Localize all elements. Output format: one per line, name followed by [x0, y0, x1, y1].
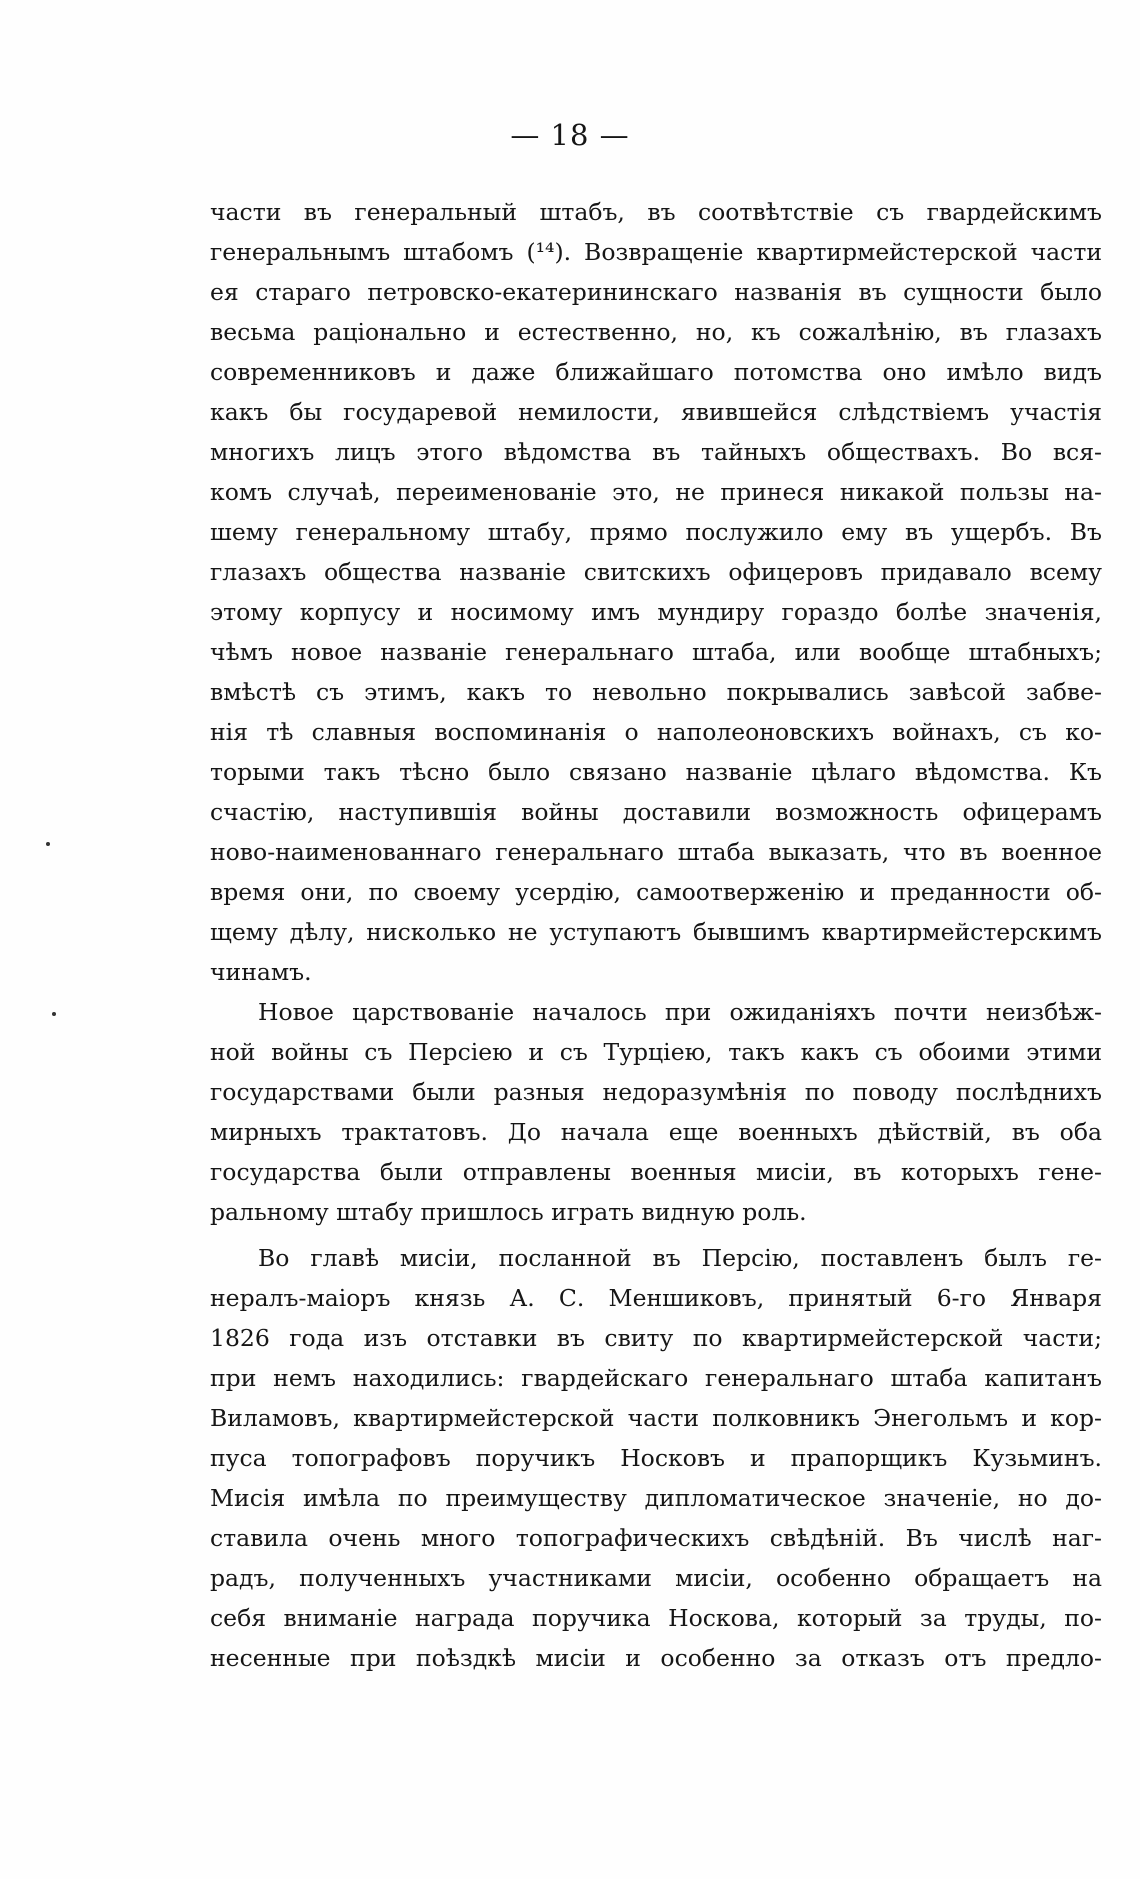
body-text	[210, 192, 1102, 1678]
text-line: чѣмъ новое названіе генеральнаго штаба, или вообще штабныхъ;	[210, 638, 1102, 666]
text-line: пуса топографовъ поручикъ Носковъ и прапорщикъ Кузьминъ.	[210, 1444, 1102, 1472]
text-line: торыми такъ тѣсно было связано названіе цѣлаго вѣдомства. Къ	[210, 758, 1102, 786]
text-line: части въ генеральный штабъ, въ соотвѣтствіе съ гвардейскимъ	[210, 198, 1102, 226]
text-line: себя вниманіе награда поручика Носкова, который за труды, по-	[210, 1604, 1102, 1632]
text-line: государства были отправлены военныя мисіи, въ которыхъ гене-	[210, 1158, 1102, 1186]
text-line: Мисія имѣла по преимуществу дипломатическое значеніе, но до-	[210, 1484, 1102, 1512]
text-line: ея стараго петровско-екатерининскаго названія въ сущности было	[210, 278, 1102, 306]
margin-speck	[46, 842, 50, 846]
text-line: многихъ лицъ этого вѣдомства въ тайныхъ обществахъ. Во вся-	[210, 438, 1102, 466]
text-line: шему генеральному штабу, прямо послужило ему въ ущербъ. Въ	[210, 518, 1102, 546]
text-line: радъ, полученныхъ участниками мисіи, особенно обращаетъ на	[210, 1564, 1102, 1592]
text-line: глазахъ общества названіе свитскихъ офицеровъ придавало всему	[210, 558, 1102, 586]
text-line: время они, по своему усердію, самоотверженію и преданности об-	[210, 878, 1102, 906]
text-line: весьма раціонально и естественно, но, къ сожалѣнію, въ глазахъ	[210, 318, 1102, 346]
text-line: чинамъ.	[210, 958, 312, 986]
text-line: Во главѣ мисіи, посланной въ Персію, поставленъ былъ ге-	[258, 1244, 1102, 1272]
text-line: современниковъ и даже ближайшаго потомства оно имѣло видъ	[210, 358, 1102, 386]
text-line: несенные при поѣздкѣ мисіи и особенно за отказъ отъ предло-	[210, 1644, 1102, 1672]
text-line: счастію, наступившія войны доставили возможность офицерамъ	[210, 798, 1102, 826]
text-line: Новое царствованіе началось при ожиданіяхъ почти неизбѣж-	[258, 998, 1102, 1026]
text-line: Виламовъ, квартирмейстерской части полковникъ Энегольмъ и кор-	[210, 1404, 1102, 1432]
paragraph-2	[210, 992, 1102, 1232]
paragraph-1	[210, 192, 1102, 992]
text-line: щему дѣлу, нисколько не уступаютъ бывшимъ квартирмейстерскимъ	[210, 918, 1102, 946]
text-line: вмѣстѣ съ этимъ, какъ то невольно покрывались завѣсой забве-	[210, 678, 1102, 706]
text-line: ново-наименованнаго генеральнаго штаба выказать, что въ военное	[210, 838, 1102, 866]
text-line: ной войны съ Персіею и съ Турціею, такъ какъ съ обоими этими	[210, 1038, 1102, 1066]
text-line: ставила очень много топографическихъ свѣдѣній. Въ числѣ наг-	[210, 1524, 1102, 1552]
paragraph-3	[210, 1238, 1102, 1678]
text-line: государствами были разныя недоразумѣнія по поводу послѣднихъ	[210, 1078, 1102, 1106]
text-line: этому корпусу и носимому имъ мундиру гораздо болѣе значенія,	[210, 598, 1102, 626]
text-line: генеральнымъ штабомъ (¹⁴). Возвращеніе квартирмейстерской части	[210, 238, 1102, 266]
text-line: 1826 года изъ отставки въ свиту по квартирмейстерской части;	[210, 1324, 1102, 1352]
text-line: нія тѣ славныя воспоминанія о наполеоновскихъ войнахъ, съ ко-	[210, 718, 1102, 746]
text-line: какъ бы государевой немилости, явившейся слѣдствіемъ участія	[210, 398, 1102, 426]
text-line: при немъ находились: гвардейскаго генеральнаго штаба капитанъ	[210, 1364, 1102, 1392]
page-number: — 18 —	[510, 118, 630, 152]
text-line: нералъ-маіоръ князь А. С. Меншиковъ, принятый 6-го Января	[210, 1284, 1102, 1312]
margin-speck	[52, 1012, 56, 1016]
text-line: комъ случаѣ, переименованіе это, не принеся никакой пользы на-	[210, 478, 1102, 506]
text-line: мирныхъ трактатовъ. До начала еще военныхъ дѣйствій, въ оба	[210, 1118, 1102, 1146]
text-line: ральному штабу пришлось играть видную роль.	[210, 1198, 807, 1226]
